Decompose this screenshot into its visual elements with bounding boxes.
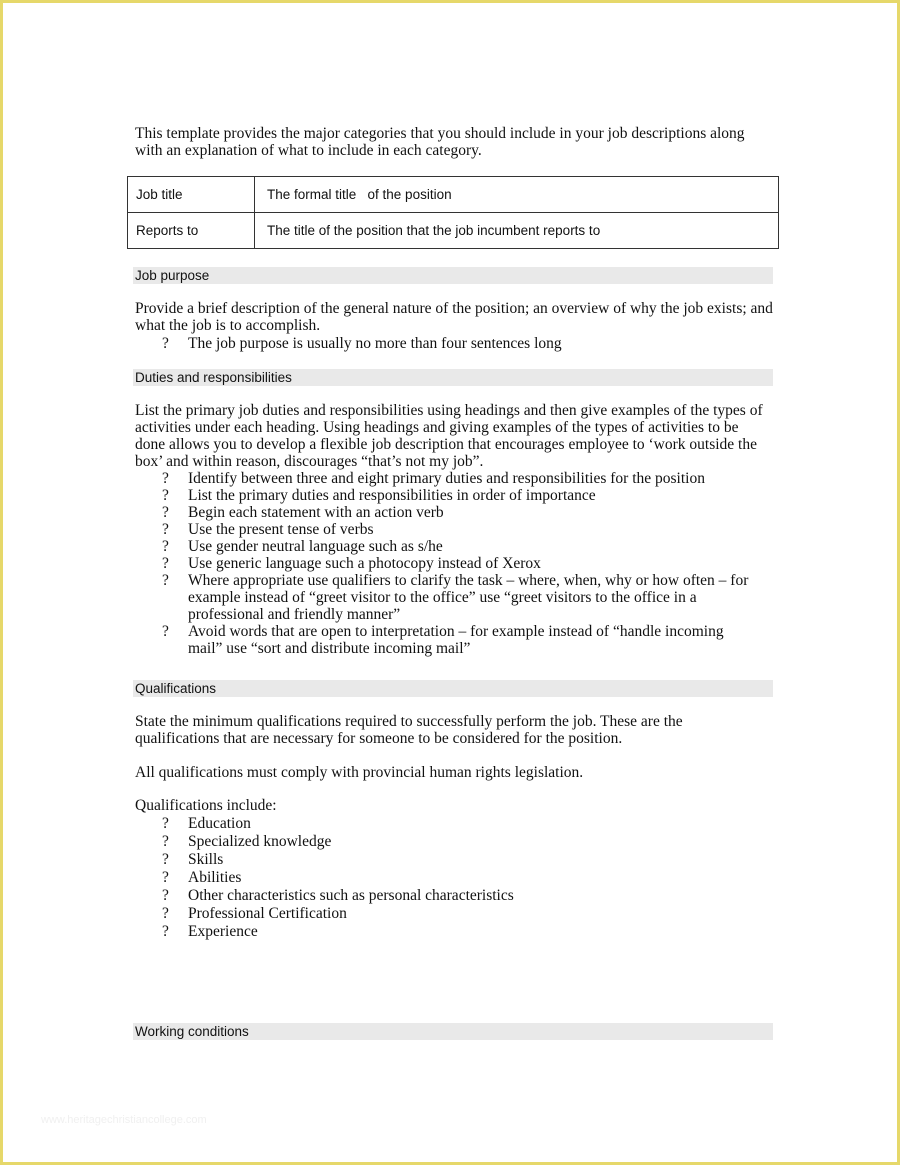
list-item [135,504,755,521]
list-item-text: Other characteristics such as personal characteristics [188,887,514,904]
bullet-marker: ? [162,851,169,868]
list-item-text: Where appropriate use qualifiers to clarify the task – where, when, why or how often – for example instead of “greet visitor to the office” use “greet visitors to the office in a professional and friendly manner” [188,572,749,623]
intro-paragraph: This template provides the major categories that you should include in your job descriptions along with an explanation of what to include in each category. [135,125,745,159]
bullet-marker: ? [162,887,169,904]
bullet-marker: ? [162,504,169,521]
list-item [135,555,755,572]
bullet-marker: ? [162,833,169,850]
list-item [135,887,735,905]
duties-paragraph: List the primary job duties and responsibilities using headings and then give examples of the types of activities under each heading. Using headings and giving examples of the types of activities to be done allows you to develop a flexible job description that encourages employee to ‘work outside the box’ and within reason, discourages “that’s not my job”. [135,402,763,470]
job-info-value: The formal title of the position [255,177,779,213]
list-item-text: Use gender neutral language such as s/he [188,538,443,555]
list-item-text: Use the present tense of verbs [188,521,374,538]
bullet-marker: ? [162,487,169,504]
list-item [135,487,755,504]
list-item-text: Begin each statement with an action verb [188,504,444,521]
list-item-text: Education [188,815,251,832]
list-item [135,815,735,833]
job-info-row [128,177,779,213]
list-item-text: The job purpose is usually no more than four sentences long [188,335,562,352]
list-item [135,833,735,851]
bullet-marker: ? [162,538,169,555]
list-item-text: Skills [188,851,224,868]
list-item [135,521,755,538]
bullet-marker: ? [162,923,169,940]
qualifications-list [135,815,735,941]
list-item [135,538,755,555]
job-info-label: Job title [128,177,255,213]
job-info-value: The title of the position that the job incumbent reports to [255,213,779,249]
list-item [135,335,775,352]
bullet-marker: ? [162,815,169,832]
list-item [135,572,755,623]
duties-list [135,470,755,657]
section-heading-working-conditions: Working conditions [133,1023,773,1040]
bullet-marker: ? [162,470,169,487]
job-info-label: Reports to [128,213,255,249]
bullet-marker: ? [162,335,169,352]
qualifications-paragraph: State the minimum qualifications required to successfully perform the job. These are the qualifications that are necessary for someone to be considered for the position. [135,713,683,747]
section-heading-job-purpose: Job purpose [133,267,773,284]
list-item-text: Abilities [188,869,242,886]
list-item [135,851,735,869]
bullet-marker: ? [162,869,169,886]
list-item-text: Avoid words that are open to interpretation – for example instead of “handle incoming mail” use “sort and distribute incoming mail” [188,623,724,657]
watermark: www.heritagechristiancollege.com [41,1114,207,1126]
job-info-table [127,176,779,249]
qualifications-list-intro: Qualifications include: [135,797,277,814]
list-item-text: Use generic language such a photocopy instead of Xerox [188,555,541,572]
bullet-marker: ? [162,555,169,572]
list-item [135,470,755,487]
list-item [135,905,735,923]
bullet-marker: ? [162,623,169,640]
bullet-marker: ? [162,905,169,922]
qualifications-legislation-note: All qualifications must comply with provincial human rights legislation. [135,764,584,781]
bullet-marker: ? [162,572,169,589]
bullet-marker: ? [162,521,169,538]
list-item-text: List the primary duties and responsibilities in order of importance [188,487,596,504]
section-heading-qualifications: Qualifications [133,680,773,697]
section-heading-duties: Duties and responsibilities [133,369,773,386]
list-item [135,623,755,657]
job-purpose-list [135,335,775,352]
list-item [135,869,735,887]
list-item [135,923,735,941]
job-info-row [128,213,779,249]
list-item-text: Identify between three and eight primary duties and responsibilities for the position [188,470,705,487]
list-item-text: Professional Certification [188,905,347,922]
job-purpose-paragraph: Provide a brief description of the general nature of the position; an overview of why the job exists; and what the job is to accomplish. [135,300,773,334]
list-item-text: Specialized knowledge [188,833,332,850]
list-item-text: Experience [188,923,258,940]
